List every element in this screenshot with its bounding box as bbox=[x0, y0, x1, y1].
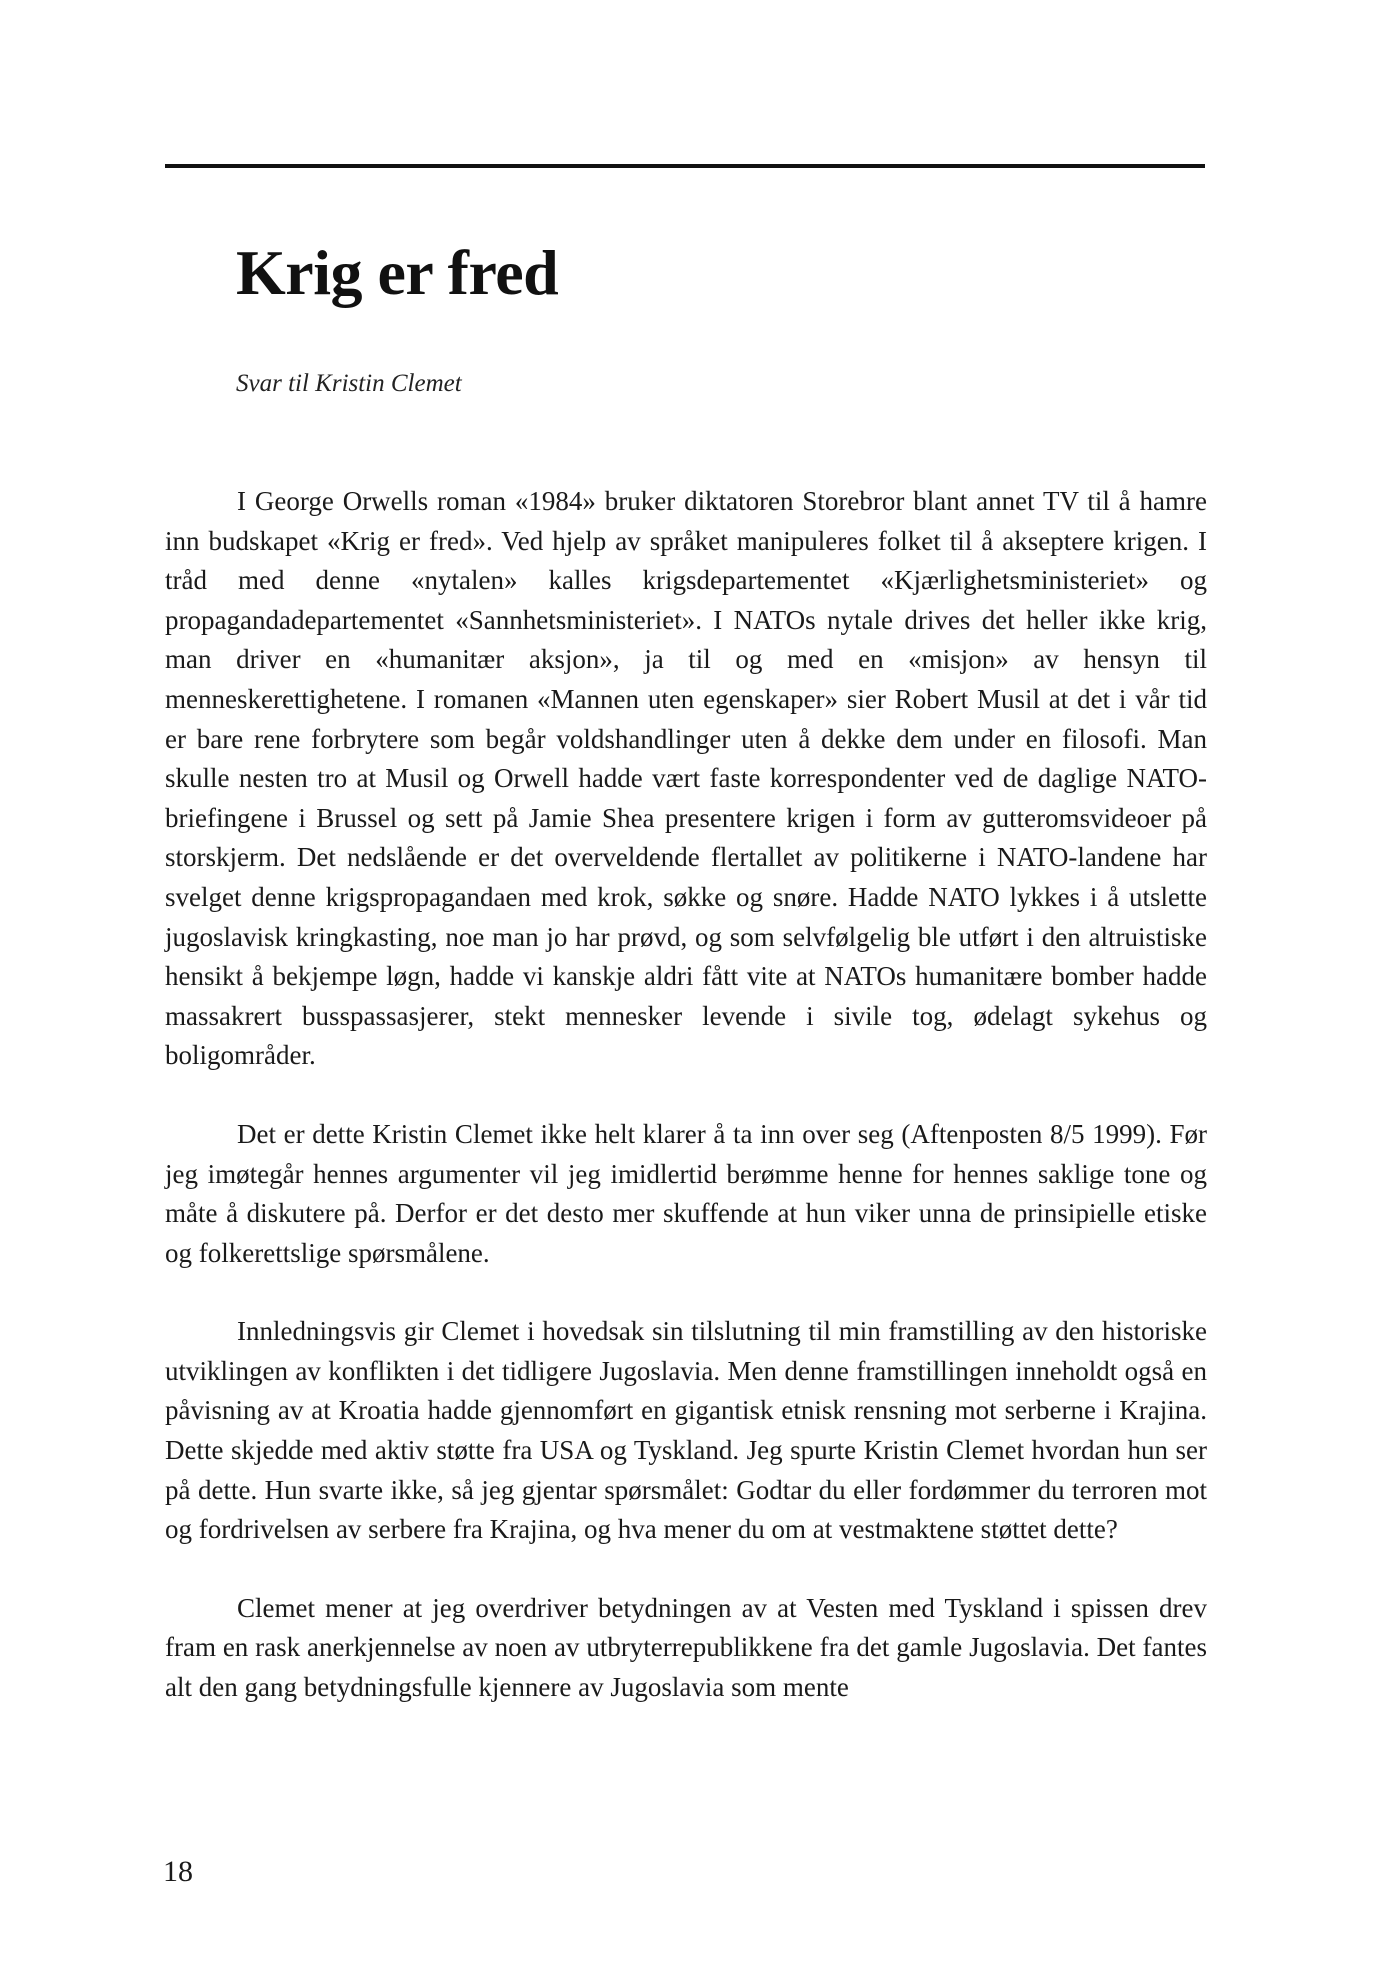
paragraph-3: Innledningsvis gir Clemet i hovedsak sin tilslutning til min framstilling av den historiske utviklingen av konflikten i det tidligere Jugoslavia. Men denne framstillingen inneholdt også en påvisning av at Kroatia hadde gjennomført en gigantisk etnisk rensning mot serberne i Krajina. Dette skjedde med aktiv støtte fra USA og Tyskland. Jeg spurte Kristin Clemet hvordan hun ser på dette. Hun svarte ikke, så jeg gjentar spørsmålet: Godtar du eller fordømmer du terroren mot og fordrivelsen av serbere fra Krajina, og hva mener du om at vestmaktene støttet dette? bbox=[165, 1316, 1207, 1545]
paragraph-1: I George Orwells roman «1984» bruker diktatoren Storebror blant annet TV til å hamre inn budskapet «Krig er fred». Ved hjelp av språket manipuleres folket til å akseptere krigen. I tråd med denne «nytalen» kalles krigsdepartementet «Kjærlighetsministeriet» og propagandadepartementet «Sannhetsministeriet». I NATOs nytale drives det heller ikke krig, man driver en «humanitær aksjon», ja til og med en «misjon» av hensyn til menneskerettighetene. I romanen «Mannen uten egenskaper» sier Robert Musil at det i vår tid er bare rene forbrytere som begår voldshandlinger uten å dekke dem under en filosofi. Man skulle nesten tro at Musil og Orwell hadde vært faste korrespondenter ved de daglige NATO-briefingene i Brussel og sett på Jamie Shea presentere krigen i form av gutteromsvideoer på storskjerm. Det nedslående er det overveldende flertallet av politikerne i NATO-landene har svelget denne krigspropagandaen med krok, søkke og snøre. Hadde NATO lykkes i å utslette jugoslavisk kringkasting, noe man jo har prøvd, og som selvfølgelig ble utført i den altruistiske hensikt å bekjempe løgn, hadde vi kanskje aldri fått vite at NATOs humanitære bomber hadde massakrert busspassasjerer, stekt mennesker levende i sivile tog, ødelagt sykehus og boligområder. bbox=[165, 486, 1207, 1071]
article-title: Krig er fred bbox=[236, 237, 559, 308]
paragraph-2: Det er dette Kristin Clemet ikke helt klarer å ta inn over seg (Aftenposten 8/5 1999). Før jeg imøtegår hennes argumenter vil jeg imidlertid berømme henne for hennes saklige tone og måte å diskutere på. Derfor er det desto mer skuffende at hun viker unna de prinsipielle etiske og folkerettslige spørsmålene. bbox=[165, 1118, 1207, 1268]
article-body bbox=[165, 482, 1207, 1708]
article-subtitle: Svar til Kristin Clemet bbox=[236, 370, 462, 397]
paragraph-4: Clemet mener at jeg overdriver betydningen av at Vesten med Tyskland i spissen drev fram en rask anerkjennelse av noen av utbryterrepublikkene fra det gamle Jugoslavia. Det fantes alt den gang betydningsfulle kjennere av Jugoslavia som mente bbox=[165, 1592, 1207, 1703]
top-rule bbox=[165, 164, 1205, 168]
page-number: 18 bbox=[163, 1855, 193, 1888]
